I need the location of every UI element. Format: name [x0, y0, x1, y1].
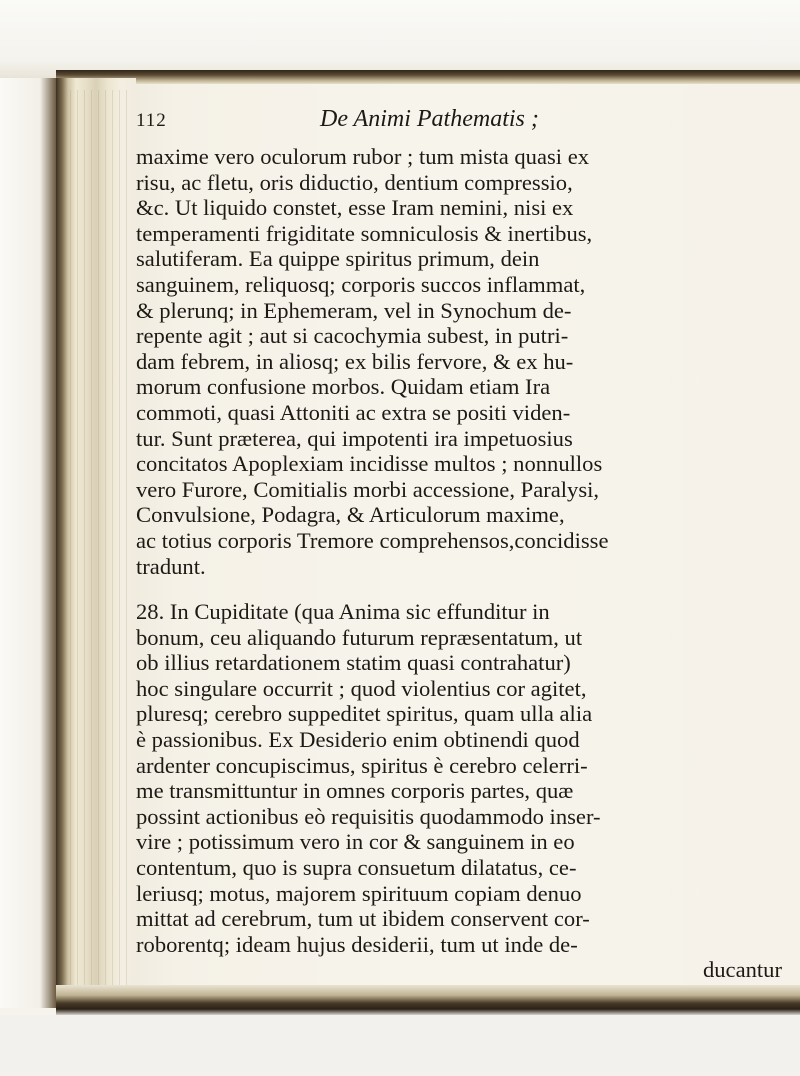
text-line: contentum, quo is supra consuetum dilatatus, ce-	[136, 855, 577, 881]
text-line: risu, ac fletu, oris diductio, dentium compressio,	[136, 169, 573, 195]
running-head	[136, 104, 786, 144]
catchword: ducantur	[702, 957, 782, 983]
text-line: tradunt.	[136, 553, 206, 579]
text-line: commoti, quasi Attoniti ac extra se positi viden-	[136, 399, 571, 425]
text-line: vire ; potissimum vero in cor & sanguinem in eo	[136, 829, 575, 855]
text-line: possint actionibus eò requisitis quodammodo inser-	[136, 803, 601, 829]
page-top-edge	[56, 70, 800, 84]
paragraph-gap	[136, 579, 786, 599]
page-text	[136, 104, 786, 983]
page-number: 112	[136, 110, 167, 131]
text-line: salutiferam. Ea quippe spiritus primum, dein	[136, 246, 540, 272]
text-line: bonum, ceu aliquando futurum repræsentatum, ut	[136, 624, 583, 650]
paragraph-1	[136, 144, 786, 579]
text-line: ac totius corporis Tremore comprehensos,concidisse	[136, 527, 609, 553]
text-line: hoc singulare occurrit ; quod violentius cor agitet,	[136, 675, 587, 701]
text-line: temperamenti frigiditate somniculosis & inertibus,	[136, 220, 593, 246]
text-line: vero Furore, Comitialis morbi accessione, Paralysi,	[136, 476, 600, 502]
text-line: morum confusione morbos. Quidam etiam Ira	[136, 374, 551, 400]
text-line: me transmittuntur in omnes corporis partes, quæ	[136, 778, 574, 804]
text-line: è passionibus. Ex Desiderio enim obtinendi quod	[136, 727, 580, 753]
text-line: sanguinem, reliquosq; corporis succos inflammat,	[136, 271, 586, 297]
text-line: roborentq; ideam hujus desiderii, tum ut inde de-	[136, 931, 578, 957]
text-line: leriusq; motus, majorem spirituum copiam denuo	[136, 880, 582, 906]
running-title: De Animi Pathematis ;	[320, 106, 539, 132]
text-line: Convulsione, Podagra, & Articulorum maxime,	[136, 502, 565, 528]
text-line: 28. In Cupiditate (qua Anima sic effunditur in	[136, 599, 550, 625]
text-line: pluresq; cerebro suppeditet spiritus, quam ulla alia	[136, 701, 593, 727]
paragraph-2	[136, 599, 786, 957]
page-bottom-edge	[56, 985, 800, 1015]
text-line: ob illius retardationem statim quasi contrahatur)	[136, 650, 571, 676]
text-line: concitatos Apoplexiam incidisse multos ; nonnullos	[136, 451, 603, 477]
text-line: maxime vero oculorum rubor ; tum mista quasi ex	[136, 144, 590, 169]
text-line: dam febrem, in aliosq; ex bilis fervore, & ex hu-	[136, 348, 574, 374]
scanner-background-bottom	[0, 1015, 800, 1076]
text-line: ardenter concupiscimus, spiritus è cerebro celerri-	[136, 752, 588, 778]
page-left-edge	[0, 78, 60, 1008]
text-line: repente agit ; aut si cacochymia subest, in putri-	[136, 323, 569, 349]
text-line: & plerunq; in Ephemeram, vel in Synochum de-	[136, 297, 572, 323]
scanner-background-top	[0, 0, 800, 78]
text-line: mittat ad cerebrum, tum ut ibidem conservent cor-	[136, 906, 590, 932]
binding-texture	[70, 90, 130, 990]
text-line: tur. Sunt præterea, qui impotenti ira impetuosius	[136, 425, 573, 451]
text-line: &c. Ut liquido constet, esse Iram nemini, nisi ex	[136, 195, 574, 221]
